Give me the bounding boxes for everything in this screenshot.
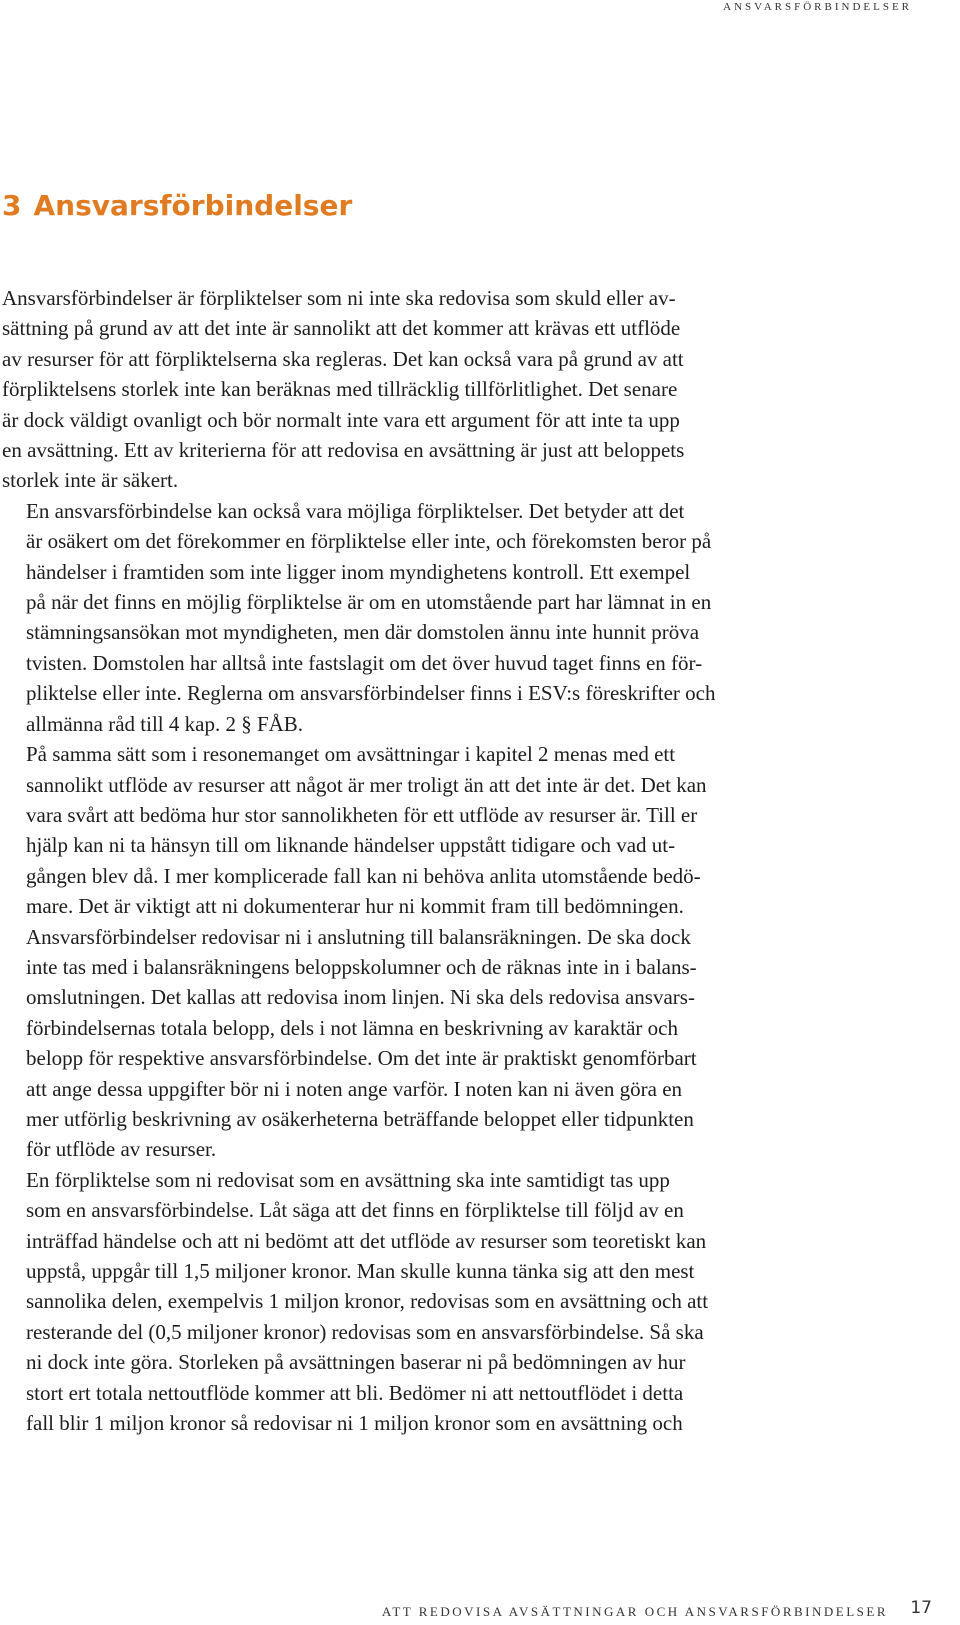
text-line: är dock väldigt ovanligt och bör normalt inte vara ett argument för att inte ta upp (2, 407, 680, 432)
text-line: vara svårt att bedöma hur stor sannolikheten för ett utflöde av resurser är. Till er (26, 802, 698, 827)
text-line: sannolika delen, exempelvis 1 miljon kronor, redovisas som en avsättning och att (26, 1289, 709, 1314)
text-line: resterande del (0,5 miljoner kronor) redovisas som en ansvarsförbindelse. Så ska (26, 1319, 704, 1344)
text-line: uppstå, uppgår till 1,5 miljoner kronor. Man skulle kunna tänka sig att den mest (26, 1259, 695, 1283)
paragraph-3 (2, 739, 772, 921)
paragraph-5 (2, 1165, 772, 1439)
text-line: förpliktelsens storlek inte kan beräknas med tillräcklig tillförlitlighet. Det senare (2, 377, 678, 402)
text-line: belopp för respektive ansvarsförbindelse. Om det inte är praktiskt genomförbart (26, 1046, 697, 1071)
text-line: mer utförlig beskrivning av osäkerheterna beträffande beloppet eller tidpunkten (26, 1106, 694, 1131)
text-line: En förpliktelse som ni redovisat som en avsättning ska inte samtidigt tas upp (26, 1167, 670, 1192)
chapter-number: 3 (2, 189, 22, 222)
text-line: gången blev då. I mer komplicerade fall kan ni behöva anlita utomstående bedö- (26, 863, 701, 888)
text-line: händelser i framtiden som inte ligger inom myndighetens kontroll. Ett exempel (26, 559, 691, 584)
text-line: sättning på grund av att det inte är sannolikt att det kommer att krävas ett utflöde (2, 316, 681, 341)
paragraph-2 (2, 496, 772, 739)
text-line: för utflöde av resurser. (26, 1137, 217, 1162)
chapter-heading (2, 186, 352, 226)
text-line: hjälp kan ni ta hänsyn till om liknande händelser uppstått tidigare och vad ut- (26, 833, 676, 858)
text-line: En ansvarsförbindelse kan också vara möjliga förpliktelser. Det betyder att det (26, 498, 685, 523)
text-line: fall blir 1 miljon kronor så redovisar ni 1 miljon kronor som en avsättning och (26, 1411, 683, 1436)
paragraph-4 (2, 922, 772, 1165)
text-line: omslutningen. Det kallas att redovisa inom linjen. Ni ska dels redovisa ansvars- (26, 985, 695, 1010)
text-line: Ansvarsförbindelser redovisar ni i anslutning till balansräkningen. De ska dock (26, 924, 691, 949)
paragraph-1 (2, 283, 772, 496)
text-line: på när det finns en möjlig förpliktelse är om en utomstående part har lämnat in en (26, 590, 712, 615)
text-line: Ansvarsförbindelser är förpliktelser som ni inte ska redovisa som skuld eller av- (2, 286, 676, 310)
text-line: sannolikt utflöde av resurser att något är mer troligt än att det inte är det. Det kan (26, 772, 707, 797)
text-line: förbindelsernas totala belopp, dels i not lämna en beskrivning av karaktär och (26, 1015, 678, 1040)
text-line: inte tas med i balansräkningens beloppskolumner och de räknas inte in i balans- (26, 954, 697, 979)
text-line: stämningsansökan mot myndigheten, men där domstolen ännu inte hunnit pröva (26, 620, 700, 645)
text-line: På samma sätt som i resonemanget om avsättningar i kapitel 2 menas med ett (26, 742, 676, 767)
text-line: ni dock inte göra. Storleken på avsättningen baserar ni på bedömningen av hur (26, 1350, 686, 1375)
page-number: 17 (910, 1598, 932, 1618)
text-line: stort ert totala nettoutflöde kommer att bli. Bedömer ni att nettoutflödet i detta (26, 1380, 684, 1405)
text-line: är osäkert om det förekommer en förpliktelse eller inte, och förekomsten beror på (26, 529, 712, 554)
running-header: ANSVARSFÖRBINDELSER (723, 1, 912, 13)
text-line: storlek inte är säkert. (2, 468, 179, 493)
text-line: inträffad händelse och att ni bedömt att det utflöde av resurser som teoretiskt kan (26, 1228, 707, 1253)
text-line: pliktelse eller inte. Reglerna om ansvarsförbindelser finns i ESV:s föreskrifter och (26, 681, 716, 706)
text-line: som en ansvarsförbindelse. Låt säga att det finns en förpliktelse till följd av en (26, 1198, 684, 1223)
text-line: en avsättning. Ett av kriterierna för att redovisa en avsättning är just att beloppets (2, 438, 685, 463)
running-footer: ATT REDOVISA AVSÄTTNINGAR OCH ANSVARSFÖRBINDELSER (381, 1604, 888, 1619)
text-line: allmänna råd till 4 kap. 2 § FÅB. (26, 711, 304, 736)
text-line: av resurser för att förpliktelserna ska regleras. Det kan också vara på grund av att (2, 346, 684, 371)
body-text (2, 283, 772, 1438)
text-line: att ange dessa uppgifter bör ni i noten ange varför. I noten kan ni även göra en (26, 1076, 683, 1101)
text-line: tvisten. Domstolen har alltså inte fastslagit om det över huvud taget finns en för- (26, 650, 703, 675)
chapter-title: Ansvarsförbindelser (33, 189, 353, 222)
text-line: mare. Det är viktigt att ni dokumenterar hur ni kommit fram till bedömningen. (26, 894, 684, 919)
